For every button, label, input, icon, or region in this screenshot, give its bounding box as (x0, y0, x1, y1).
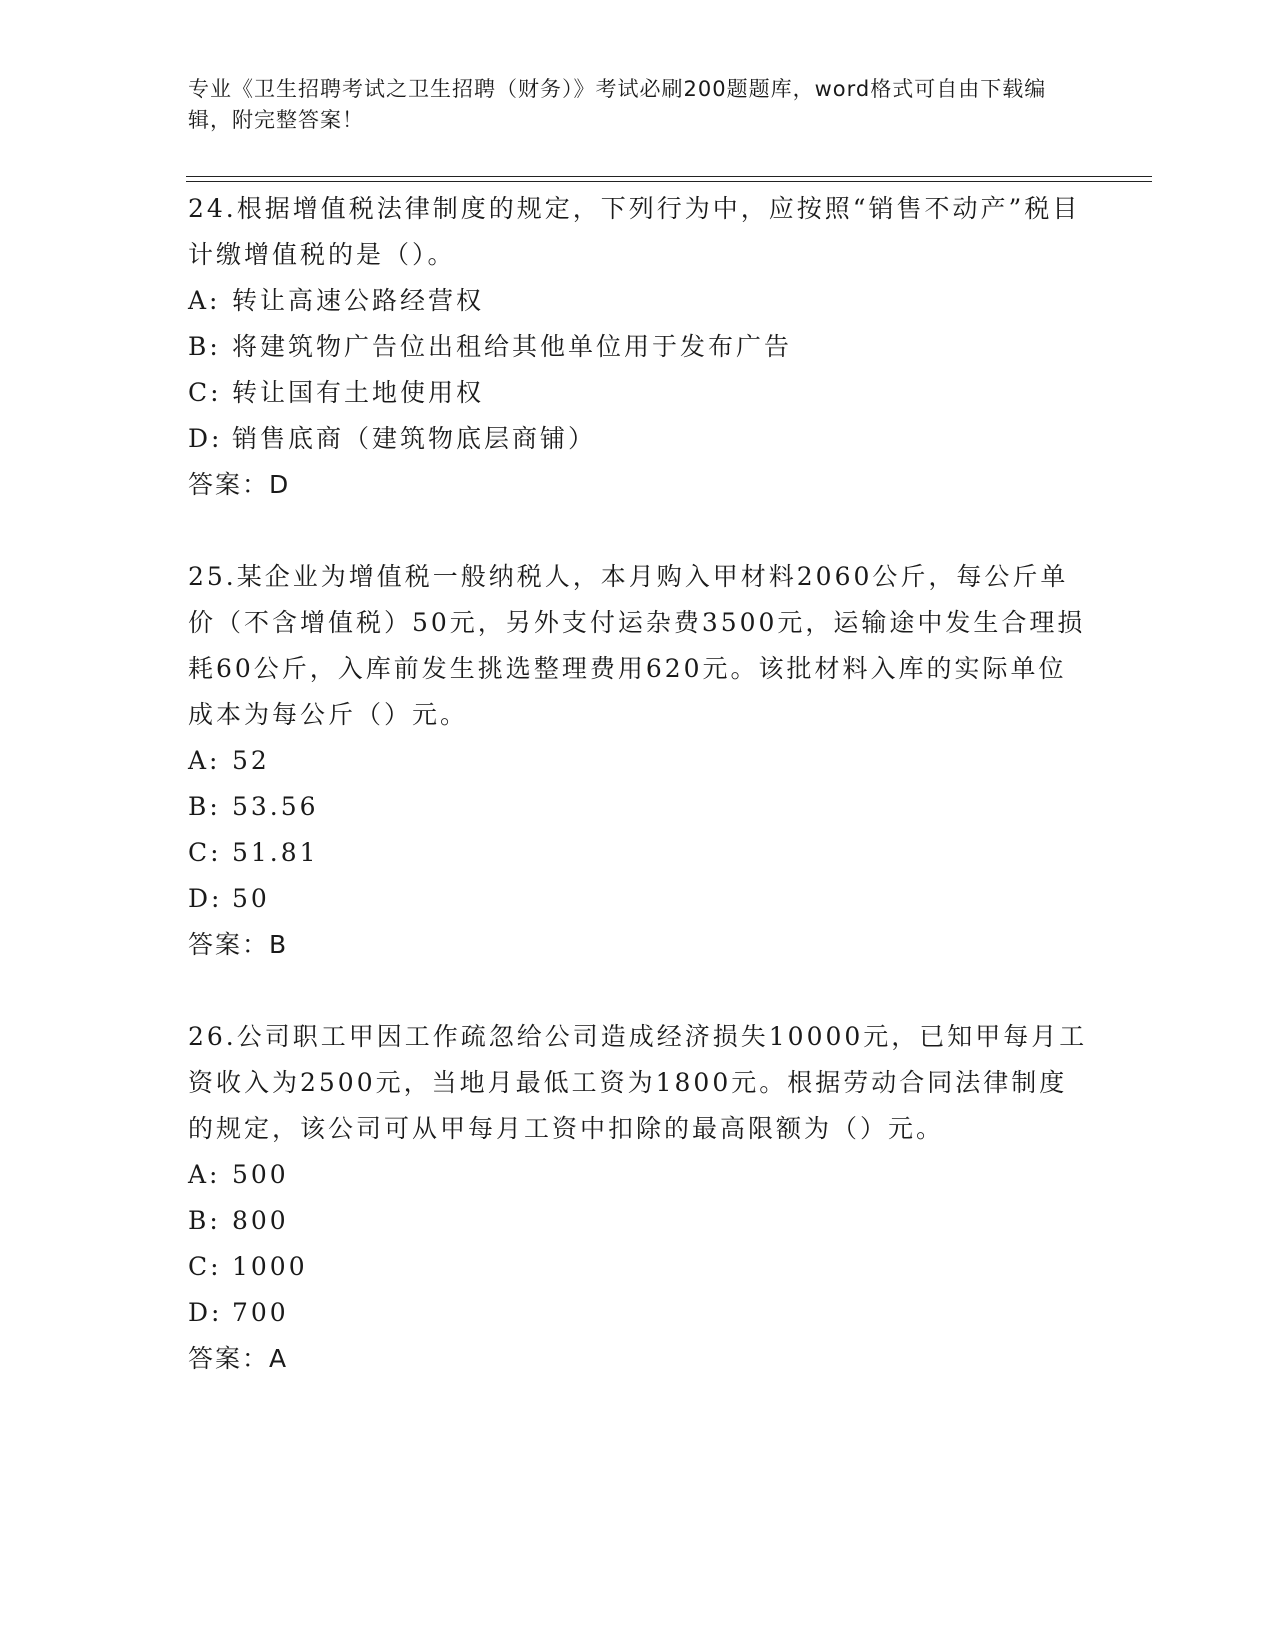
option-letter: B: (188, 332, 221, 361)
option-d (188, 876, 1088, 922)
question-25 (188, 554, 1088, 968)
option-text: 转让高速公路经营权 (232, 286, 485, 315)
option-d (188, 416, 1088, 462)
option-letter: D: (188, 424, 223, 453)
answer-line: 答案：A (188, 1344, 289, 1373)
option-text: 1000 (232, 1252, 308, 1281)
option-text: 500 (232, 1160, 289, 1189)
header-divider-bottom (186, 181, 1152, 182)
option-letter: C: (188, 1252, 222, 1281)
answer-line: 答案：D (188, 470, 291, 499)
option-c (188, 830, 1088, 876)
option-text: 销售底商（建筑物底层商铺） (232, 424, 597, 453)
question-text: 24.根据增值税法律制度的规定，下列行为中，应按照“销售不动产”税目计缴增值税的是（）。 (188, 194, 1081, 269)
spacer (188, 508, 1088, 554)
option-letter: C: (188, 378, 222, 407)
option-letter: A: (188, 1160, 221, 1189)
option-a (188, 1152, 1088, 1198)
option-text: 52 (232, 746, 270, 775)
spacer (188, 968, 1088, 1014)
option-text: 转让国有土地使用权 (232, 378, 485, 407)
option-d (188, 1290, 1088, 1336)
option-c (188, 370, 1088, 416)
question-list (188, 186, 1088, 1382)
option-b (188, 1198, 1088, 1244)
question-text: 25.某企业为增值税一般纳税人，本月购入甲材料2060公斤，每公斤单价（不含增值税）50元，另外支付运杂费3500元，运输途中发生合理损耗60公斤，入库前发生挑选整理费用620元。该批材料入库的实际单位成本为每公斤（）元。 (188, 562, 1086, 729)
option-letter: C: (188, 838, 222, 867)
option-b (188, 324, 1088, 370)
option-letter: D: (188, 884, 223, 913)
option-b (188, 784, 1088, 830)
option-letter: B: (188, 1206, 221, 1235)
option-text: 700 (232, 1298, 289, 1327)
option-a (188, 738, 1088, 784)
option-text: 800 (232, 1206, 289, 1235)
question-26 (188, 1014, 1088, 1382)
option-letter: A: (188, 746, 221, 775)
question-24 (188, 186, 1088, 508)
header-divider-top (186, 176, 1152, 177)
option-letter: A: (188, 286, 221, 315)
option-text: 51.81 (232, 838, 319, 867)
option-text: 53.56 (232, 792, 319, 821)
option-a (188, 278, 1088, 324)
option-letter: B: (188, 792, 221, 821)
option-text: 将建筑物广告位出租给其他单位用于发布广告 (232, 332, 793, 361)
option-text: 50 (232, 884, 270, 913)
answer-line: 答案：B (188, 930, 289, 959)
question-text: 26.公司职工甲因工作疏忽给公司造成经济损失10000元，已知甲每月工资收入为2500元，当地月最低工资为1800元。根据劳动合同法律制度的规定，该公司可从甲每月工资中扣除的最高限额为（）元。 (188, 1022, 1088, 1143)
option-letter: D: (188, 1298, 223, 1327)
document-header: 专业《卫生招聘考试之卫生招聘（财务）》考试必刷200题题库，word格式可自由下载编辑，附完整答案！ (188, 77, 1047, 132)
option-c (188, 1244, 1088, 1290)
